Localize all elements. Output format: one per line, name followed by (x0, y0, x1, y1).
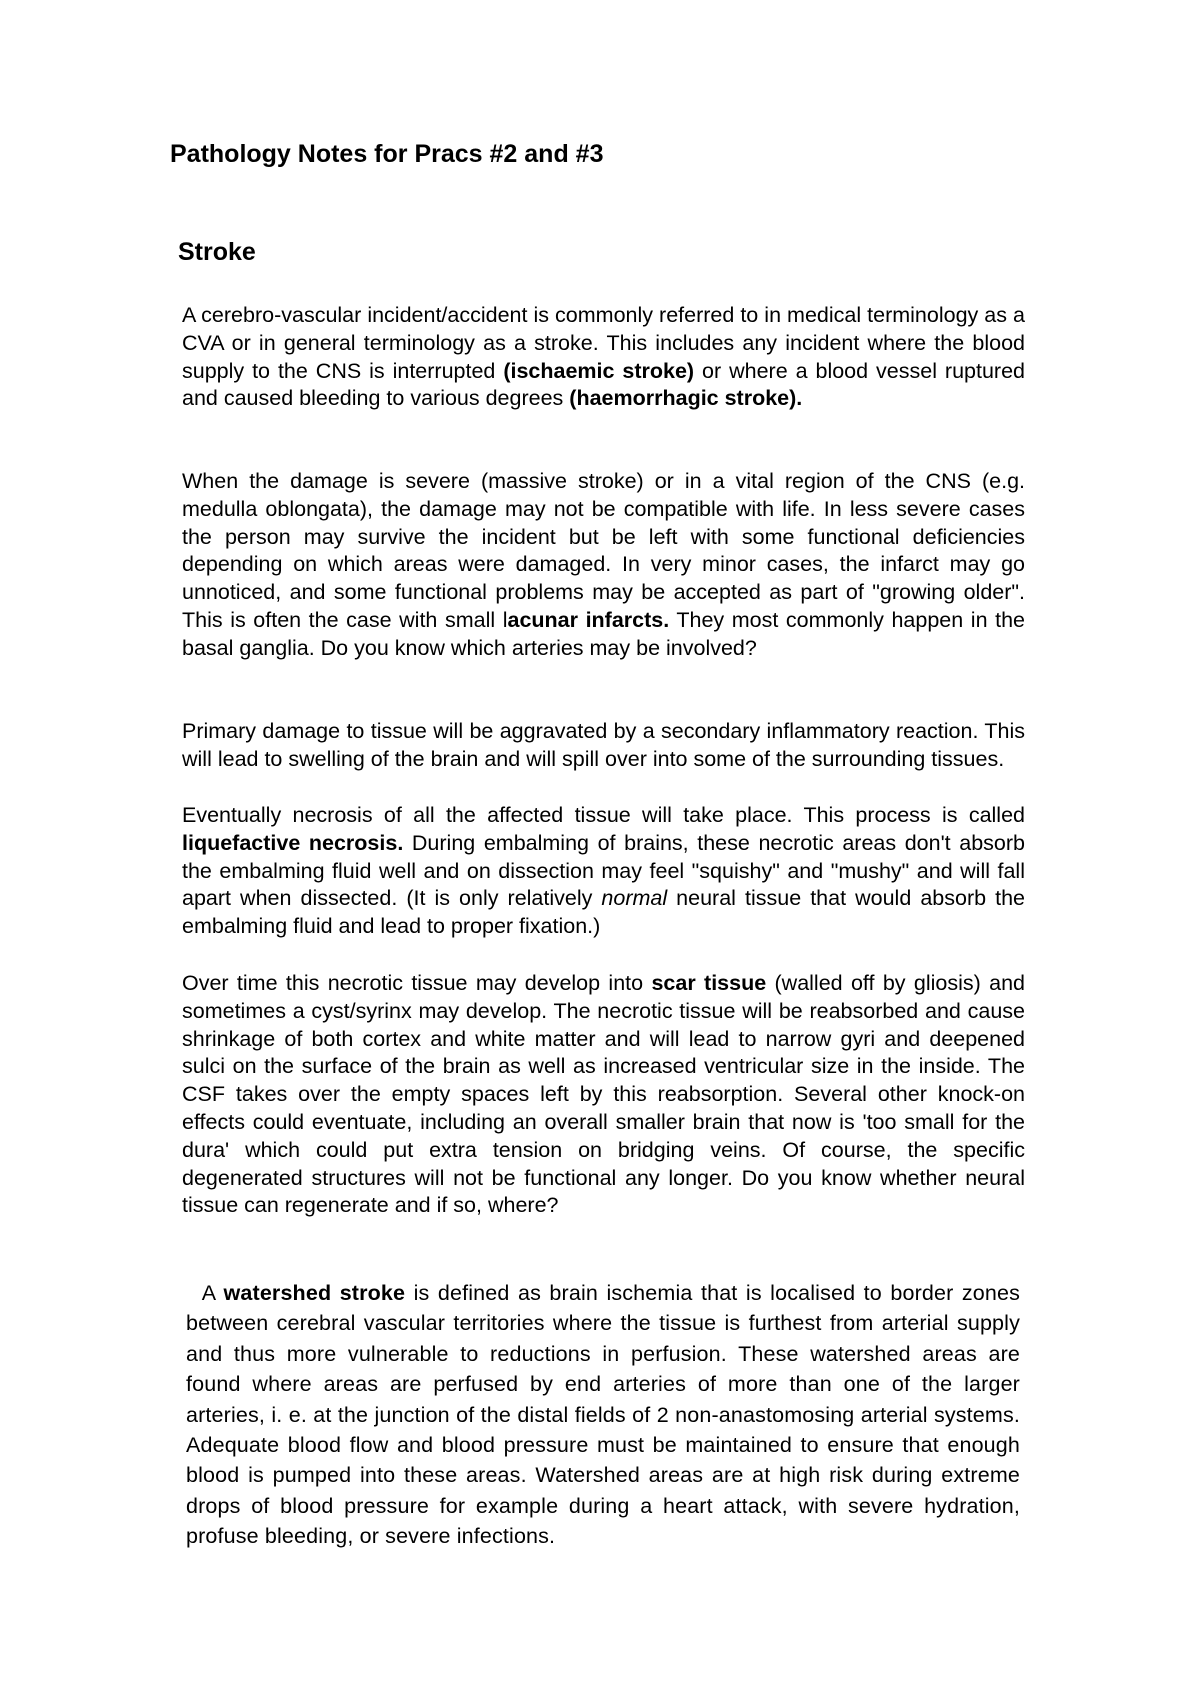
paragraph-text: Eventually necrosis of all the affected tissue will take place. This process is called (182, 803, 1025, 827)
section-heading-stroke: Stroke (178, 238, 256, 266)
emphasis-normal: normal (601, 886, 668, 911)
term-ischaemic-stroke: (ischaemic stroke) (503, 358, 695, 383)
paragraph-scar-tissue (182, 970, 1025, 1220)
paragraph-text: or where a blood vessel ruptured and caused bleeding to various degrees (182, 358, 1025, 411)
paragraph-text: neural tissue that would absorb the embalming fluid and lead to proper fixation.) (182, 886, 1025, 939)
paragraph-watershed-stroke (186, 1278, 1020, 1552)
paragraph-text: (walled off by gliosis) and sometimes a cyst/syrinx may develop. The necrotic tissue will be reabsorbed and cause shrinkage of both cortex and white matter and will lead to narrow gyri and deepened sulci on the surface of the brain as well as increased ventricular size in the inside. The CSF takes over the empty spaces left by this reabsorption. Several other knock-on effects could eventuate, including an overall smaller brain that now is 'too small for the dura' which could put extra tension on bridging veins. Of course, the specific degenerated structures will not be functional any longer. Do you know whether neural tissue can regenerate and if so, where? (182, 971, 1025, 1218)
paragraph-secondary-inflammation (182, 718, 1025, 774)
paragraph-text: A cerebro-vascular incident/accident is commonly referred to in medical terminology as a CVA or in general terminology as a stroke. This includes any incident where the blood supply to the CNS is interrupted (182, 303, 1025, 383)
paragraph-text: When the damage is severe (massive stroke) or in a vital region of the CNS (e.g. medulla oblongata), the damage may not be compatible with life. In less severe cases the person may survive the incident but be left with some functional deficiencies depending on which areas were damaged. In very minor cases, the infarct may go unnoticed, and some functional problems may be accepted as part of "growing older". This is often the case with small l (182, 469, 1025, 632)
paragraph-cva-definition (182, 302, 1025, 413)
paragraph-text: is defined as brain ischemia that is localised to border zones between cerebral vascular territories where the tissue is furthest from arterial supply and thus more vulnerable to reductions in perfusion. These watershed areas are found where areas are perfused by end arteries of more than one of the larger arteries, i. e. at the junction of the distal fields of 2 non-anastomosing arterial systems. Adequate blood flow and blood pressure must be maintained to ensure that enough blood is pumped into these areas. Watershed areas are at high risk during extreme drops of blood pressure for example during a heart attack, with severe hydration, profuse bleeding, or severe infections. (186, 1281, 1021, 1549)
paragraph-text: A (186, 1281, 224, 1305)
term-scar-tissue: scar tissue (651, 971, 767, 995)
document-title: Pathology Notes for Pracs #2 and #3 (170, 140, 604, 168)
term-haemorrhagic-stroke: (haemorrhagic stroke). (569, 386, 803, 411)
paragraph-damage-severity (182, 468, 1025, 663)
paragraph-text: Over time this necrotic tissue may develop into (182, 971, 652, 995)
paragraph-text: They most commonly happen in the basal ganglia. Do you know which arteries may be involved? (182, 607, 1025, 660)
paragraph-text: During embalming of brains, these necrotic areas don't absorb the embalming fluid well and on dissection may feel "squishy" and "mushy" and will fall apart when dissected. (It is only relatively (182, 830, 1025, 911)
term-liquefactive-necrosis: liquefactive necrosis. (182, 830, 404, 855)
term-lacunar-infarcts: acunar infarcts. (507, 607, 670, 632)
paragraph-liquefactive-necrosis (182, 802, 1025, 941)
paragraph-text: Primary damage to tissue will be aggravated by a secondary inflammatory reaction. This will lead to swelling of the brain and will spill over into some of the surrounding tissues. (182, 719, 1025, 771)
term-watershed-stroke: watershed stroke (223, 1281, 406, 1305)
